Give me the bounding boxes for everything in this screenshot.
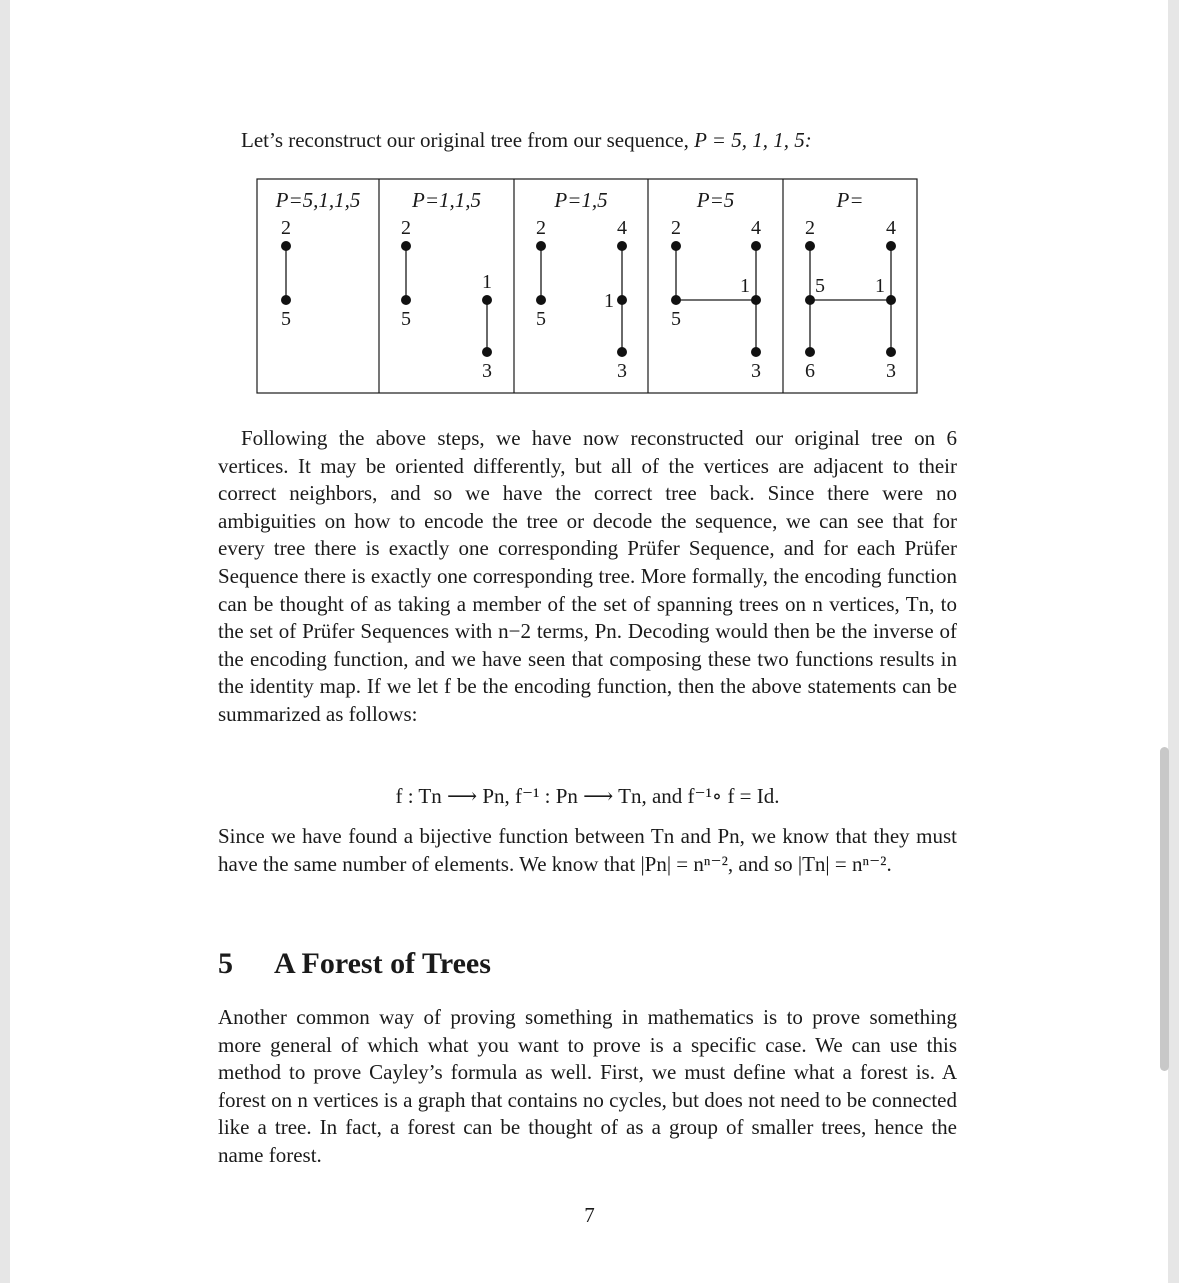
section-title: A Forest of Trees: [274, 947, 491, 980]
tree-vertex: [482, 347, 492, 357]
tree-vertex: [536, 241, 546, 251]
tree-vertex: [805, 347, 815, 357]
page-number: 7: [584, 1203, 595, 1227]
tree-vertex: [281, 241, 291, 251]
section-number: 5: [218, 947, 233, 980]
tree-reconstruction-figure: [255, 177, 919, 395]
tree-vertex: [751, 295, 761, 305]
tree-vertex: [617, 347, 627, 357]
vertex-label: 2: [805, 217, 815, 239]
tree-vertex: [751, 347, 761, 357]
tree-vertex: [805, 295, 815, 305]
vertex-label: 2: [281, 217, 291, 239]
paragraph-forest: Another common way of proving something in mathematics is to prove something more general of which what you want to prove is a specific case. We can use this method to prove Cayley’s formula as well. First, we must define what a forest is. A forest on n vertices is a graph that contains no cycles, but does not need to be connected like a tree. In fact, a forest can be thought of as a group of smaller trees, hence the name forest.: [218, 1005, 957, 1167]
tree-vertex: [805, 241, 815, 251]
tree-vertex: [886, 241, 896, 251]
vertex-label: 1: [482, 271, 492, 293]
panel-title: P=5: [696, 188, 735, 212]
vertex-label: 3: [886, 360, 896, 382]
figure-panel: [401, 188, 492, 382]
vertex-label: 5: [401, 308, 411, 330]
vertex-label: 3: [617, 360, 627, 382]
panel-title: P=: [836, 188, 864, 212]
vertex-label: 5: [671, 308, 681, 330]
panel-title: P=1,5: [554, 188, 608, 212]
vertex-label: 2: [671, 217, 681, 239]
tree-vertex: [671, 241, 681, 251]
tree-vertex: [401, 295, 411, 305]
vertex-label: 1: [875, 275, 885, 297]
vertex-label: 5: [536, 308, 546, 330]
tree-vertex: [482, 295, 492, 305]
paragraph-reconstruction: Following the above steps, we have now reconstructed our original tree on 6 vertices. It may be oriented differently, but all of the vertices are adjacent to their correct neighbors, and so we have the correct tree back. Since there were no ambiguities on how to encode the tree or decode the sequence, we can see that for every tree there is exactly one corresponding Prüfer Sequence, and for each Prüfer Sequence there is exactly one corresponding tree. More formally, the encoding function can be thought of as taking a member of the set of spanning trees on n vertices, Tn, to the set of Prüfer Sequences with n−2 terms, Pn. Decoding would then be the inverse of the encoding function, and we have seen that composing these two functions results in the identity map. If we let f be the encoding function, then the above statements can be summarized as follows:: [218, 426, 957, 726]
formula-text: f : Tn ⟶ Pn, f⁻¹ : Pn ⟶ Tn, and f⁻¹∘ f = Id.: [395, 784, 780, 808]
scrollbar-thumb[interactable]: [1160, 747, 1169, 1071]
paragraph-conclusion: Since we have found a bijective function between Tn and Pn, we know that they must have the same number of elements. We know that |Pn| = nⁿ⁻², and so |Tn| = nⁿ⁻².: [218, 824, 957, 876]
vertex-label: 6: [805, 360, 815, 382]
panel-title: P=1,1,5: [412, 188, 481, 212]
vertex-label: 1: [604, 290, 614, 312]
tree-vertex: [281, 295, 291, 305]
vertex-label: 4: [617, 217, 627, 239]
vertex-label: 5: [815, 275, 825, 297]
vertex-label: 4: [751, 217, 761, 239]
tree-vertex: [536, 295, 546, 305]
vertex-label: 2: [536, 217, 546, 239]
figure-panel: [805, 188, 896, 382]
vertex-label: 2: [401, 217, 411, 239]
tree-vertex: [401, 241, 411, 251]
bijection-formula: [218, 782, 957, 810]
panel-title: P=5,1,1,5: [275, 188, 361, 212]
vertex-label: 4: [886, 217, 896, 239]
tree-vertex: [671, 295, 681, 305]
vertex-label: 1: [740, 275, 750, 297]
vertex-label: 3: [751, 360, 761, 382]
tree-vertex: [886, 347, 896, 357]
figure-panel: [671, 188, 761, 382]
figure-panel: [275, 188, 361, 330]
tree-vertex: [617, 295, 627, 305]
intro-text: Let’s reconstruct our original tree from our sequence,: [241, 128, 689, 152]
figure-panel: [536, 188, 627, 382]
tree-vertex: [886, 295, 896, 305]
tree-vertex: [617, 241, 627, 251]
intro-formula: P = 5, 1, 1, 5:: [694, 128, 812, 152]
tree-vertex: [751, 241, 761, 251]
vertex-label: 3: [482, 360, 492, 382]
vertex-label: 5: [281, 308, 291, 330]
intro-sentence: [241, 127, 941, 155]
section-heading: [218, 944, 491, 984]
